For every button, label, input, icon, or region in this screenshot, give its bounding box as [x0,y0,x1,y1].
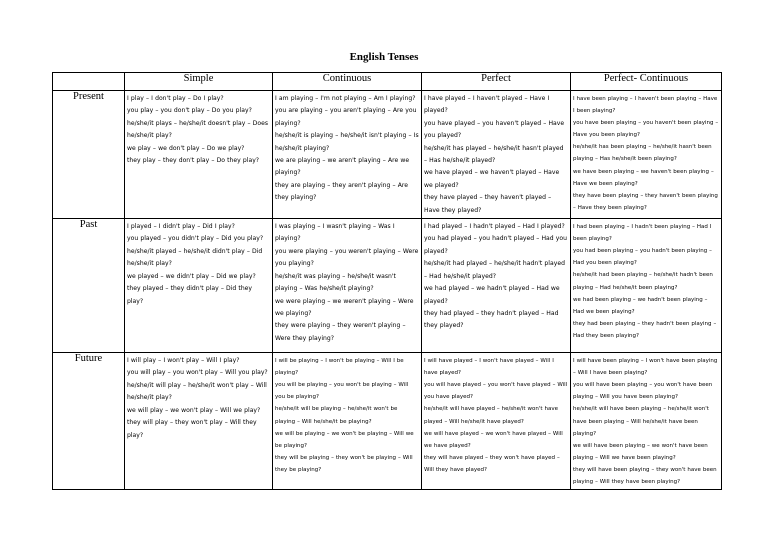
cell-line: I play – I don't play – Do I play? [127,95,224,102]
cell-line: you were playing – you weren't playing – Were you playing? [275,247,419,268]
cell-line: they have played – they haven't played – Have they played? [424,194,552,214]
cell-line: you will have been playing – you won't have been playing – Will you have been playing? [573,382,713,401]
cell-line: you had played – you hadn't played – Had you played? [424,235,567,255]
cell-line: they had been playing – they hadn't been playing – Had they been playing? [573,320,717,339]
cell-line: they will be playing – they won't be playing – Will they be playing? [275,454,413,473]
cell-line: we played – we didn't play – Did we play? [127,272,256,280]
cell-line: I was playing – I wasn't playing – Was I playing? [275,223,395,243]
cell-line: he/she/it played – he/she/it didn't play – Did he/she/it play? [127,247,263,268]
cell-future-perfect-continuous [571,353,722,490]
cell-line: he/she/it has played – he/she/it hasn't played – Has he/she/it played? [424,144,564,165]
cell-line: you will be playing – you won't be playing – Will you be playing? [275,382,409,401]
cell-line: we were playing – we weren't playing – Were we playing? [275,297,414,317]
cell-future-perfect [422,353,571,490]
cell-line: they are playing – they aren't playing – Are they playing? [275,181,408,202]
page-title: English Tenses [349,51,419,63]
cell-line: they have been playing – they haven't been playing – Have they been playing? [573,192,718,211]
row-header-future: Future [53,353,125,490]
cell-line: they will play – they won't play – Will they play? [127,419,257,439]
cell-line: he/she/it plays – he/she/it doesn't play – Does he/she/it play? [127,119,268,140]
cell-line: we will have been playing – we won't have been playing – Will we have been playing? [573,442,708,461]
cell-line: they were playing – they weren't playing – Were they playing? [275,322,406,342]
cell-line: you have been playing – you haven't been playing – Have you been playing? [573,120,719,139]
cell-line: I played – I didn't play – Did I play? [127,223,235,231]
cell-line: I will have played – I won't have played – Will I have played? [424,358,554,377]
cell-line: he/she/it is playing – he/she/it isn't playing – Is he/she/it playing? [275,132,419,152]
header-row [53,73,722,91]
cell-line: he/she/it will play – he/she/it won't play – Will he/she/it play? [127,381,267,402]
cell-line: you have played – you haven't played – Have you played? [424,119,565,140]
cell-line: I will be playing – I won't be playing – Will I be playing? [275,358,404,377]
column-header-perfect: Perfect [422,73,571,91]
cell-line: he/she/it was playing – he/she/it wasn't playing – Was he/she/it playing? [275,272,396,293]
table-row-present [53,91,722,219]
cell-line: we are playing – we aren't playing – Are we playing? [275,157,410,177]
cell-line: he/she/it had been playing – he/she/it hadn't been playing – Had he/she/it been playing? [573,272,713,291]
row-header-past: Past [53,219,125,353]
cell-present-continuous [273,91,422,219]
cell-line: you will play – you won't play – Will you play? [127,369,268,377]
cell-line: they will have played – they won't have played – Will they have played? [424,454,560,473]
cell-line: I am playing – I'm not playing – Am I playing? [275,95,416,102]
cell-past-perfect [422,219,571,353]
cell-line: we will play – we won't play – Will we play? [127,406,261,414]
cell-line: he/she/it had played – he/she/it hadn't played – Had he/she/it played? [424,260,565,280]
cell-line: I have been playing – I haven't been playing – Have I been playing? [573,96,718,115]
cell-line: they had played – they hadn't played – Had they played? [424,309,559,330]
cell-line: we will be playing – we won't be playing – Will we be playing? [275,430,414,449]
cell-past-continuous [273,219,422,353]
cell-line: we had played – we hadn't played – Had we played? [424,285,560,305]
table-row-future [53,353,722,490]
cell-line: we had been playing – we hadn't been playing – Had we been playing? [573,296,708,315]
table-row-past [53,219,722,353]
cell-line: he/she/it will have been playing – he/she/it won't have been playing – Will he/she/it have been playing? [573,406,709,437]
cell-line: he/she/it will be playing – he/she/it won't be playing – Will he/she/it be playing? [275,406,398,425]
cell-line: you are playing – you aren't playing – Are you playing? [275,107,417,127]
cell-past-perfect-continuous [571,219,722,353]
cell-line: he/she/it will have played – he/she/it won't have played – Will he/she/it have played? [424,406,558,425]
cell-line: you had been playing – you hadn't been playing – Had you been playing? [573,248,712,267]
cell-past-simple [125,219,273,353]
cell-future-simple [125,353,273,490]
cell-line: we have been playing – we haven't been playing – Have we been playing? [573,168,714,187]
column-header-simple: Simple [125,73,273,91]
cell-line: I will have been playing – I won't have been playing – Will I have been playing? [573,358,718,377]
cell-present-perfect [422,91,571,219]
tenses-table [52,72,722,490]
cell-line: you played – you didn't play – Did you play? [127,235,264,243]
cell-line: we play – we don't play – Do we play? [127,144,245,152]
cell-line: he/she/it has been playing – he/she/it hasn't been playing – Has he/she/it been playing? [573,144,712,163]
cell-present-perfect-continuous [571,91,722,219]
cell-line: they will have been playing – they won't have been playing – Will they have been playing? [573,466,717,485]
column-header-continuous: Continuous [273,73,422,91]
column-header-perfect-continuous: Perfect- Continuous [571,73,722,91]
cell-future-continuous [273,353,422,490]
cell-line: we have played – we haven't played – Have we played? [424,169,560,189]
cell-line: I will play – I won't play – Will I play? [127,357,240,365]
cell-line: you play – you don't play – Do you play? [127,107,252,115]
cell-line: I had been playing – I hadn't been playing – Had I been playing? [573,224,712,243]
row-header-present: Present [53,91,125,219]
cell-line: I have played – I haven't played – Have I played? [424,95,550,115]
cell-line: I had played – I hadn't played – Had I played? [424,223,565,231]
corner-cell [53,73,125,91]
cell-line: they play – they don't play – Do they play? [127,157,260,165]
cell-present-simple [125,91,273,219]
cell-line: they played – they didn't play – Did they play? [127,285,253,305]
cell-line: we will have played – we won't have played – Will we have played? [424,430,563,449]
cell-line: you will have played – you won't have played – Will you have played? [424,382,568,401]
